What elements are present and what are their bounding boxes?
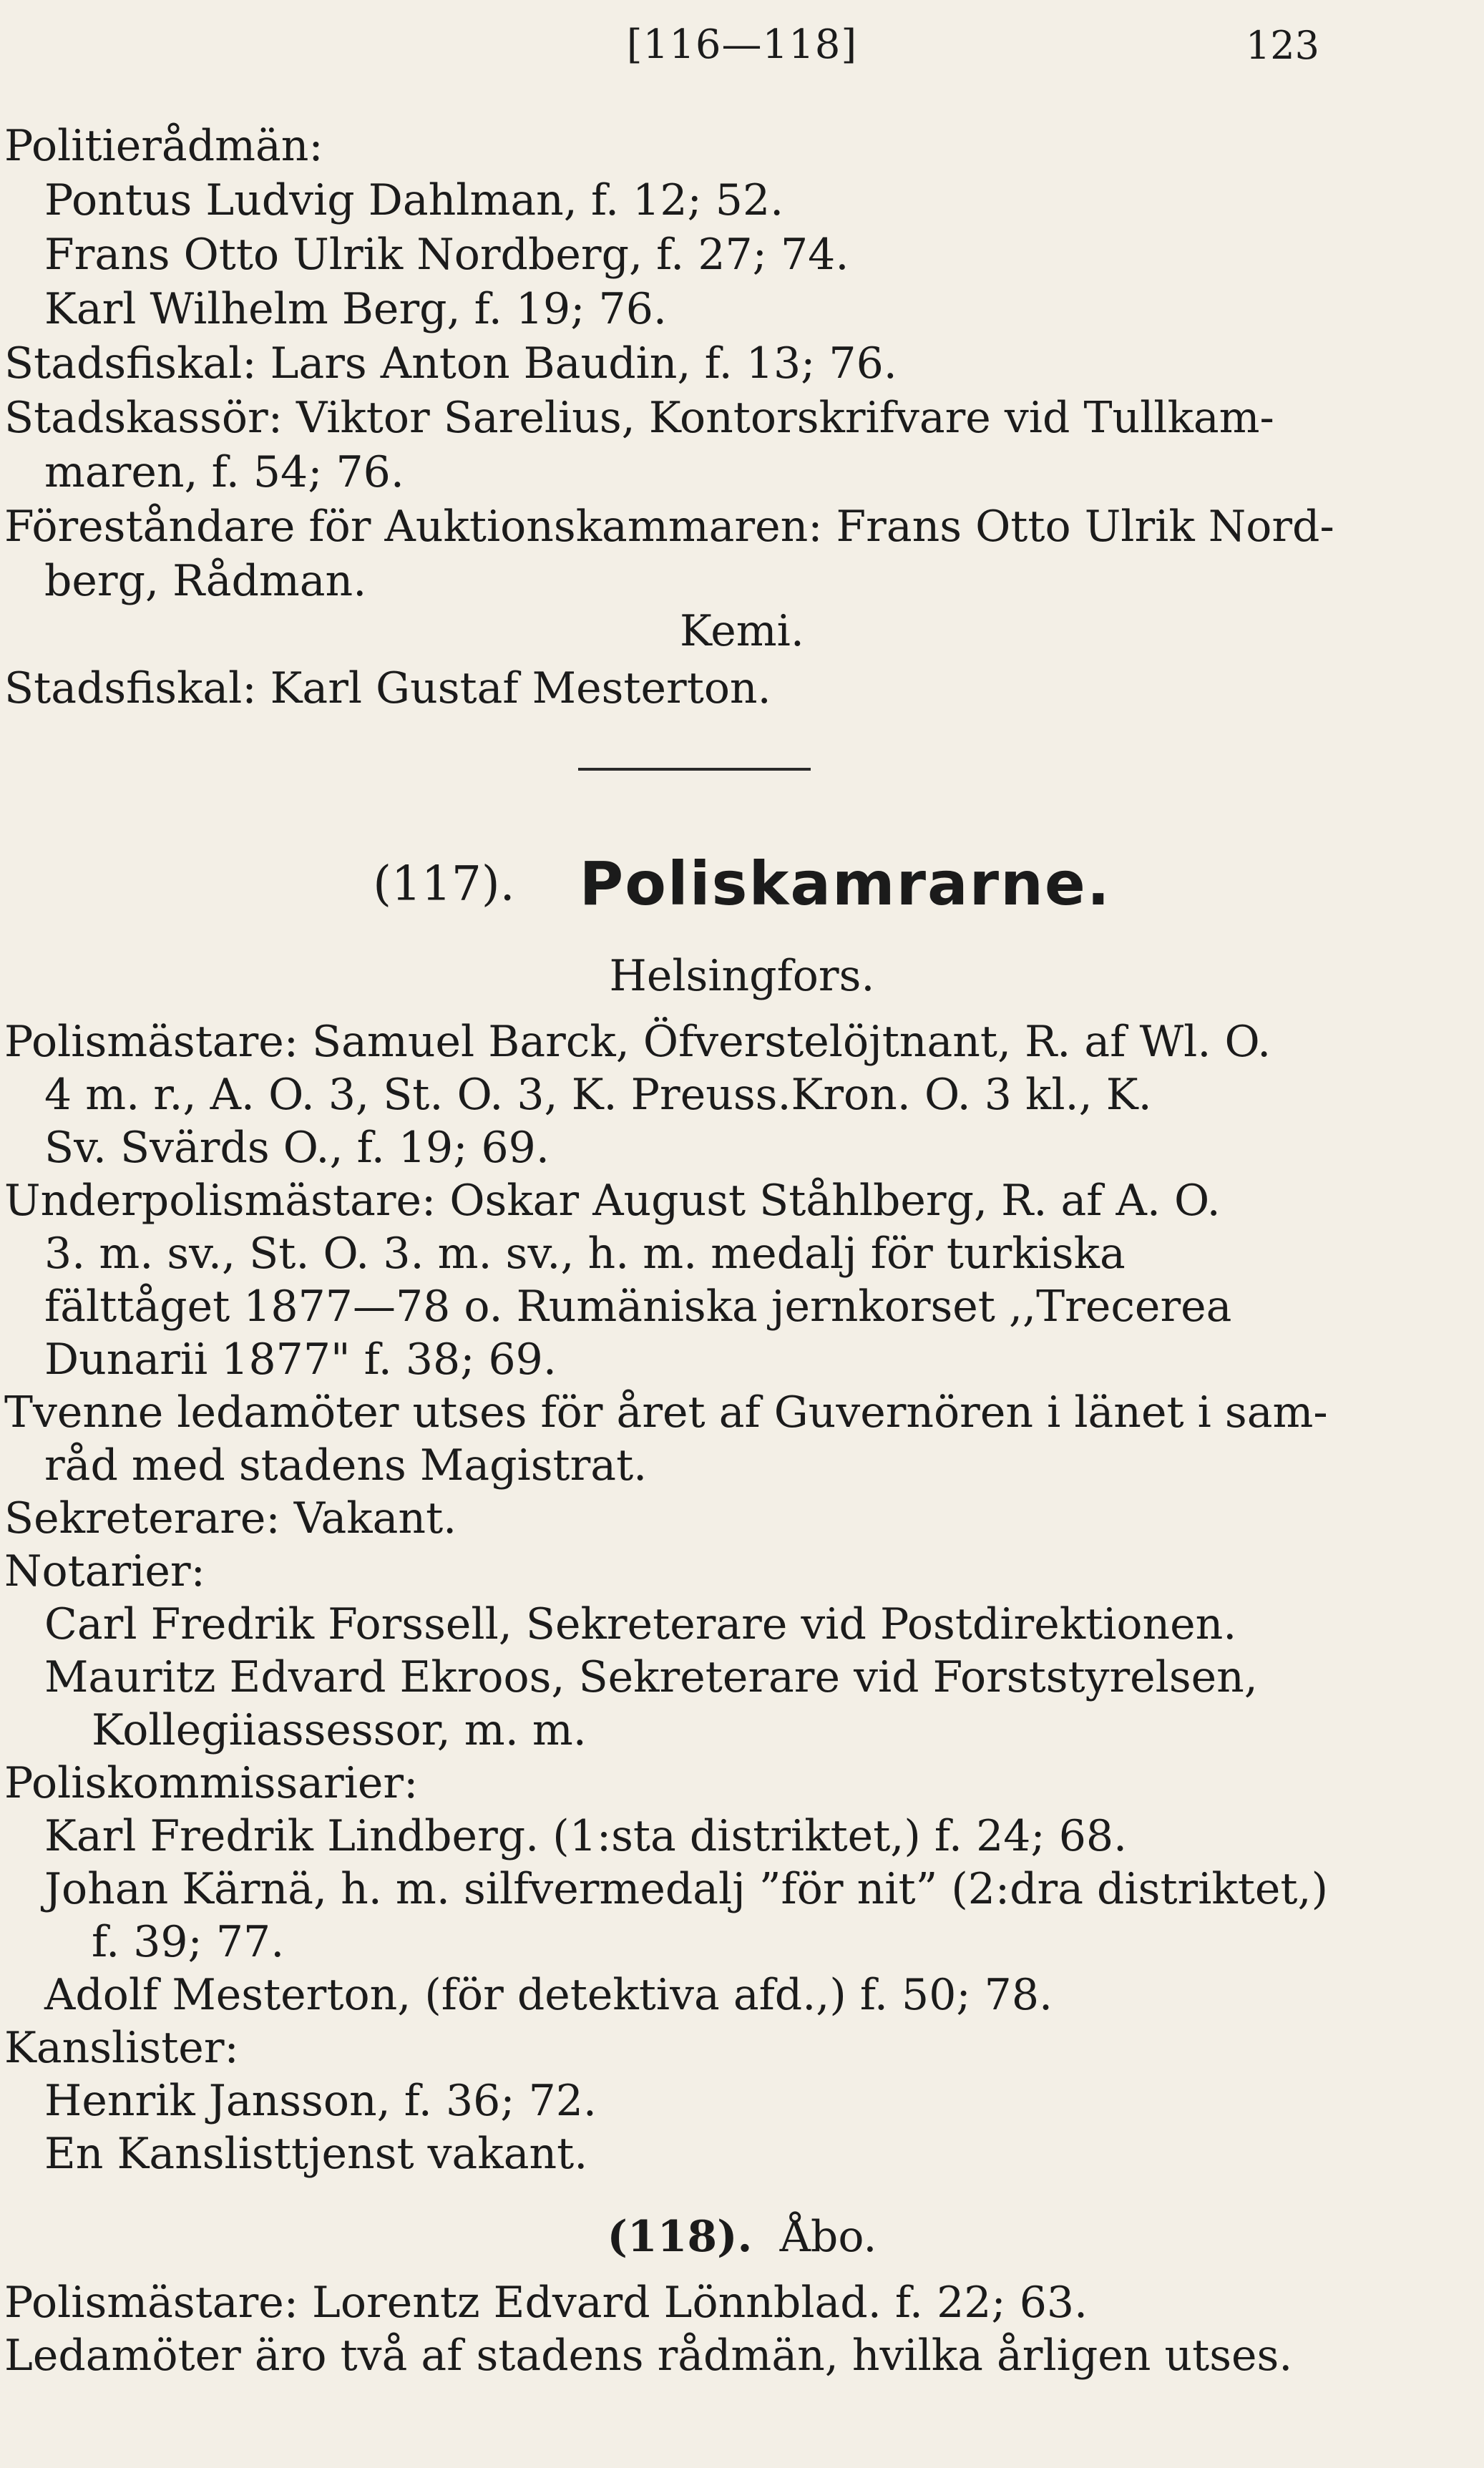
text-line: Polismästare: Lorentz Edvard Lönnblad. f. 22; 63.: [4, 2278, 1088, 2328]
text-line: f. 39; 77.: [92, 1917, 285, 1967]
section-118-heading: [0, 2211, 1484, 2263]
heading-poliskommissarier: Poliskommissarier:: [4, 1758, 419, 1808]
text-line: maren, f. 54; 76.: [44, 447, 404, 497]
text-line: fälttåget 1877—78 o. Rumäniska jernkorset ,,Trecerea: [44, 1282, 1232, 1332]
city-helsingfors: Helsingfors.: [609, 951, 875, 1001]
text-line: Underpolismästare: Oskar August Ståhlberg, R. af A. O.: [4, 1176, 1221, 1226]
page-header-range: [116—118]: [626, 21, 858, 68]
text-line: Karl Wilhelm Berg, f. 19; 76.: [44, 284, 667, 334]
heading-kemi: Kemi.: [680, 606, 804, 656]
text-line: Adolf Mesterton, (för detektiva afd.,) f. 50; 78.: [44, 1970, 1053, 2020]
text-line: Stadsfiskal: Karl Gustaf Mesterton.: [4, 663, 771, 713]
text-line: 4 m. r., A. O. 3, St. O. 3, K. Preuss.Kron. O. 3 kl., K.: [44, 1070, 1152, 1120]
text-line: Ledamöter äro två af stadens rådmän, hvilka årligen utses.: [4, 2331, 1293, 2381]
text-line: Sekreterare: Vakant.: [4, 1493, 457, 1543]
text-line: Pontus Ludvig Dahlman, f. 12; 52.: [44, 175, 784, 225]
heading-politieradman: Politierådmän:: [4, 121, 323, 171]
text-line: Tvenne ledamöter utses för året af Guvernören i länet i sam-: [4, 1387, 1328, 1438]
text-line: Stadsfiskal: Lars Anton Baudin, f. 13; 76.: [4, 338, 897, 389]
text-line: Frans Otto Ulrik Nordberg, f. 27; 74.: [44, 230, 849, 280]
text-line: Carl Fredrik Forssell, Sekreterare vid Postdirektionen.: [44, 1599, 1237, 1649]
text-line: Föreståndare för Auktionskammaren: Frans Otto Ulrik Nord-: [4, 502, 1334, 552]
section-title: Poliskamrarne.: [579, 849, 1111, 919]
text-line: 3. m. sv., St. O. 3. m. sv., h. m. medalj för turkiska: [44, 1229, 1126, 1279]
text-line: Karl Fredrik Lindberg. (1:sta distriktet,) f. 24; 68.: [44, 1811, 1128, 1861]
heading-notarier: Notarier:: [4, 1546, 205, 1596]
text-line: En Kanslisttjenst vakant.: [44, 2129, 588, 2179]
text-line: berg, Rådman.: [44, 556, 367, 606]
section-number: (117).: [373, 856, 515, 912]
page-number: 123: [1245, 23, 1319, 68]
text-line: Polismästare: Samuel Barck, Öfverstelöjtnant, R. af Wl. O.: [4, 1017, 1271, 1067]
text-line: Kollegiiassessor, m. m.: [92, 1705, 587, 1755]
text-line: Sv. Svärds O., f. 19; 69.: [44, 1123, 550, 1173]
text-line: Dunarii 1877" f. 38; 69.: [44, 1335, 557, 1385]
text-line: Johan Kärnä, h. m. silfvermedalj ”för nit” (2:dra distriktet,): [44, 1864, 1328, 1914]
section-number: (118).: [607, 2212, 753, 2262]
text-line: Stadskassör: Viktor Sarelius, Kontorskrifvare vid Tullkam-: [4, 393, 1274, 443]
text-line: Henrik Jansson, f. 36; 72.: [44, 2076, 597, 2126]
city-abo: Åbo.: [779, 2212, 877, 2262]
section-divider: [578, 768, 811, 771]
text-line: råd med stadens Magistrat.: [44, 1440, 648, 1491]
section-117-heading: [0, 849, 1484, 919]
heading-kanslister: Kanslister:: [4, 2023, 239, 2073]
text-line: Mauritz Edvard Ekroos, Sekreterare vid Forststyrelsen,: [44, 1652, 1258, 1702]
